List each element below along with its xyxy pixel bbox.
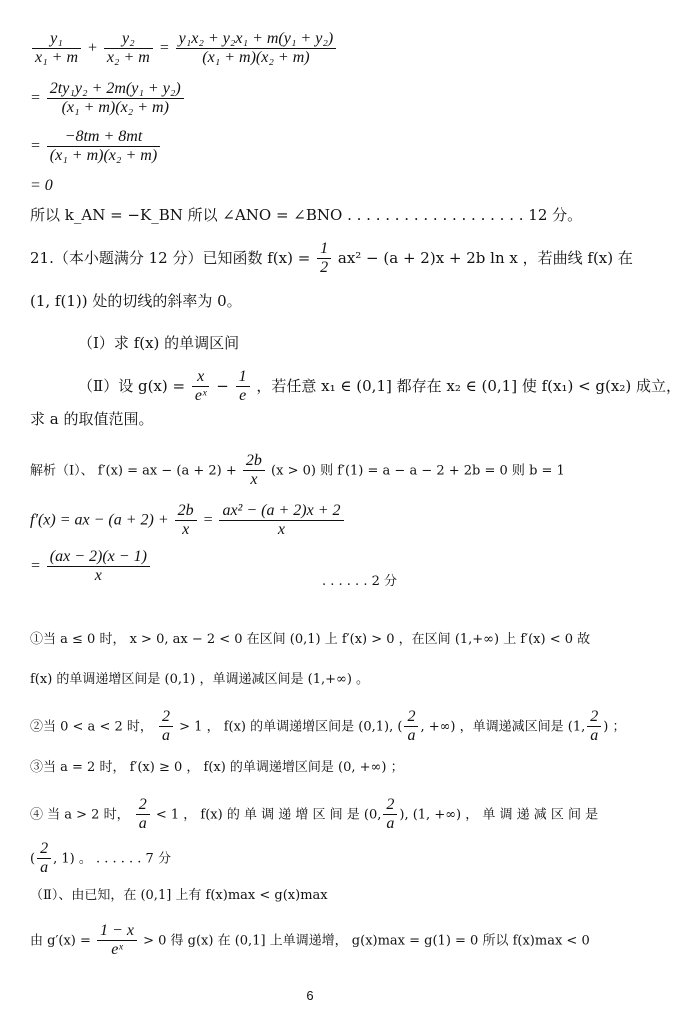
problem-part-2: （Ⅱ）设 g(x) = $\frac{x}{\text{eˣ}}$ − $\frac{1}{e}$ ，若任意 x₁ ∈ (0,1] 都存在 x₂ ∈ (0,1] 使 f(x₁) < g(x₂) 成立， [78,368,681,405]
case-1-line-2: f(x) 的单调递增区间是 (0,1) ，单调递减区间是 (1,+∞) 。 [30,672,370,687]
fraction: $\frac{\text{2ty₁y₂ + 2m(y₁ + y₂)}}{\text{(x₁ + m)(x₂ + m)}}$ [47,80,184,118]
fraction: $\frac{2}{a}$ [587,708,601,746]
fraction: $\frac{x}{\text{eˣ}}$ [192,368,210,406]
fraction: $\frac{1 - x}{\text{eˣ}}$ [97,922,137,960]
fraction: $\frac{2}{a}$ [136,796,150,834]
solution-line-1: 解析（Ⅰ）、 f′(x) = ax − (a + 2) + $\frac{2b}{x}$ (x > 0) 则 f′(1) = a − a − 2 + 2b = 0 则 b = 1 [30,452,565,489]
fraction: $\frac{\text{y₁x₂ + y₂x₁ + m(y₁ + y₂)}}{\text{(x₁ + m)(x₂ + m)}}$ [176,30,337,68]
part-2-line-1: （Ⅱ）、由已知，在 (0,1] 上有 f(x)max < g(x)max [30,888,328,903]
fraction: $\frac{\text{y₁}}{\text{x₁ + m}}$ [32,30,81,68]
equation-line-2: = $\frac{\text{2ty₁y₂ + 2m(y₁ + y₂)}}{\text{(x₁ + m)(x₂ + m)}}$ [30,80,186,118]
solution-line-2: f′(x) = ax − (a + 2) + $\frac{2b}{x}$ = $\frac{\text{ax² − (a + 2)x + 2}}{x}$ [30,502,346,540]
fraction: $\frac{2b}{x}$ [175,502,197,540]
case-1-line-1: ①当 a ≤ 0 时， x > 0, ax − 2 < 0 在区间 (0,1) 上 f′(x) > 0 ，在区间 (1,+∞) 上 f′(x) < 0 故 [30,632,591,647]
score-marker: . . . . . . 2 分 [322,574,397,589]
fraction: $\frac{1}{e}$ [236,368,250,406]
case-4-line-2: ( $\frac{2}{a}$ , 1) 。 . . . . . . 7 分 [30,840,171,877]
page-number: 6 [306,988,314,1003]
equation-line-1: $\frac{\text{y₁}}{\text{x₁ + m}}$ + $\frac{\text{y₂}}{\text{x₂ + m}}$ = $\frac{\text{y₁x₂ + y₂x₁ + m(y₁ + y₂)}}{\text{(x₁ + m)(x₂ + m)}}$ [30,30,338,68]
case-3: ③当 a = 2 时， f′(x) ≥ 0 ， f(x) 的单调递增区间是 (0, +∞) ； [30,760,404,775]
fraction: $\frac{2}{a}$ [404,708,418,746]
fraction: $\frac{2b}{x}$ [243,452,265,490]
fraction: $\frac{-8tm + 8mt}{\text{(x₁ + m)(x₂ + m)}}$ [47,128,160,166]
conclusion-line: 所以 k_AN = −K_BN 所以 ∠ANO = ∠BNO . . . . . . . . . . . . . . . . . . . 12 分。 [30,206,583,224]
fraction: $\frac{\text{ax² − (a + 2)x + 2}}{x}$ [219,502,343,540]
case-4-line-1: ④ 当 a > 2 时， $\frac{2}{a}$ < 1 ， f(x) 的 单 调 递 增 区 间 是 (0, $\frac{2}{a}$ ), (1, +∞) ， 单 调 递 减 区 间 是 [30,796,599,833]
fraction: $\frac{1}{2}$ [317,240,331,278]
fraction: $\frac{2}{a}$ [37,840,51,878]
problem-part-1: （Ⅰ）求 f(x) 的单调区间 [78,334,240,352]
problem-part-2-cont: 求 a 的取值范围。 [30,410,154,428]
problem-line-1: 21.（本小题满分 12 分）已知函数 f(x) = $\frac{1}{2}$ ax² − (a + 2)x + 2b ln x ，若曲线 f(x) 在 [30,240,633,277]
fraction: $\frac{2}{a}$ [383,796,397,834]
fraction: $\frac{2}{a}$ [159,708,173,746]
problem-line-2: (1, f(1)) 处的切线的斜率为 0。 [30,292,242,310]
fraction: $\frac{(ax - 2)(x - 1)}{x}$ [47,548,150,586]
equation-line-4: = 0 [30,177,53,194]
equation-line-3: = $\frac{-8tm + 8mt}{\text{(x₁ + m)(x₂ + m)}}$ [30,128,162,166]
fraction: $\frac{\text{y₂}}{\text{x₂ + m}}$ [104,30,153,68]
solution-line-3: = $\frac{(ax - 2)(x - 1)}{x}$ [30,548,152,586]
case-2: ②当 0 < a < 2 时， $\frac{2}{a}$ > 1 ， f(x) 的单调递增区间是 (0,1), ( $\frac{2}{a}$ , +∞) ，单调递减区间是 (1, $\frac{2}{a}$ ) ； [30,708,626,745]
part-2-line-2: 由 g′(x) = $\frac{1 - x}{\text{eˣ}}$ > 0 得 g(x) 在 (0,1] 上单调递增， g(x)max = g(1) = 0 所以 f(x)max < 0 [30,922,590,959]
